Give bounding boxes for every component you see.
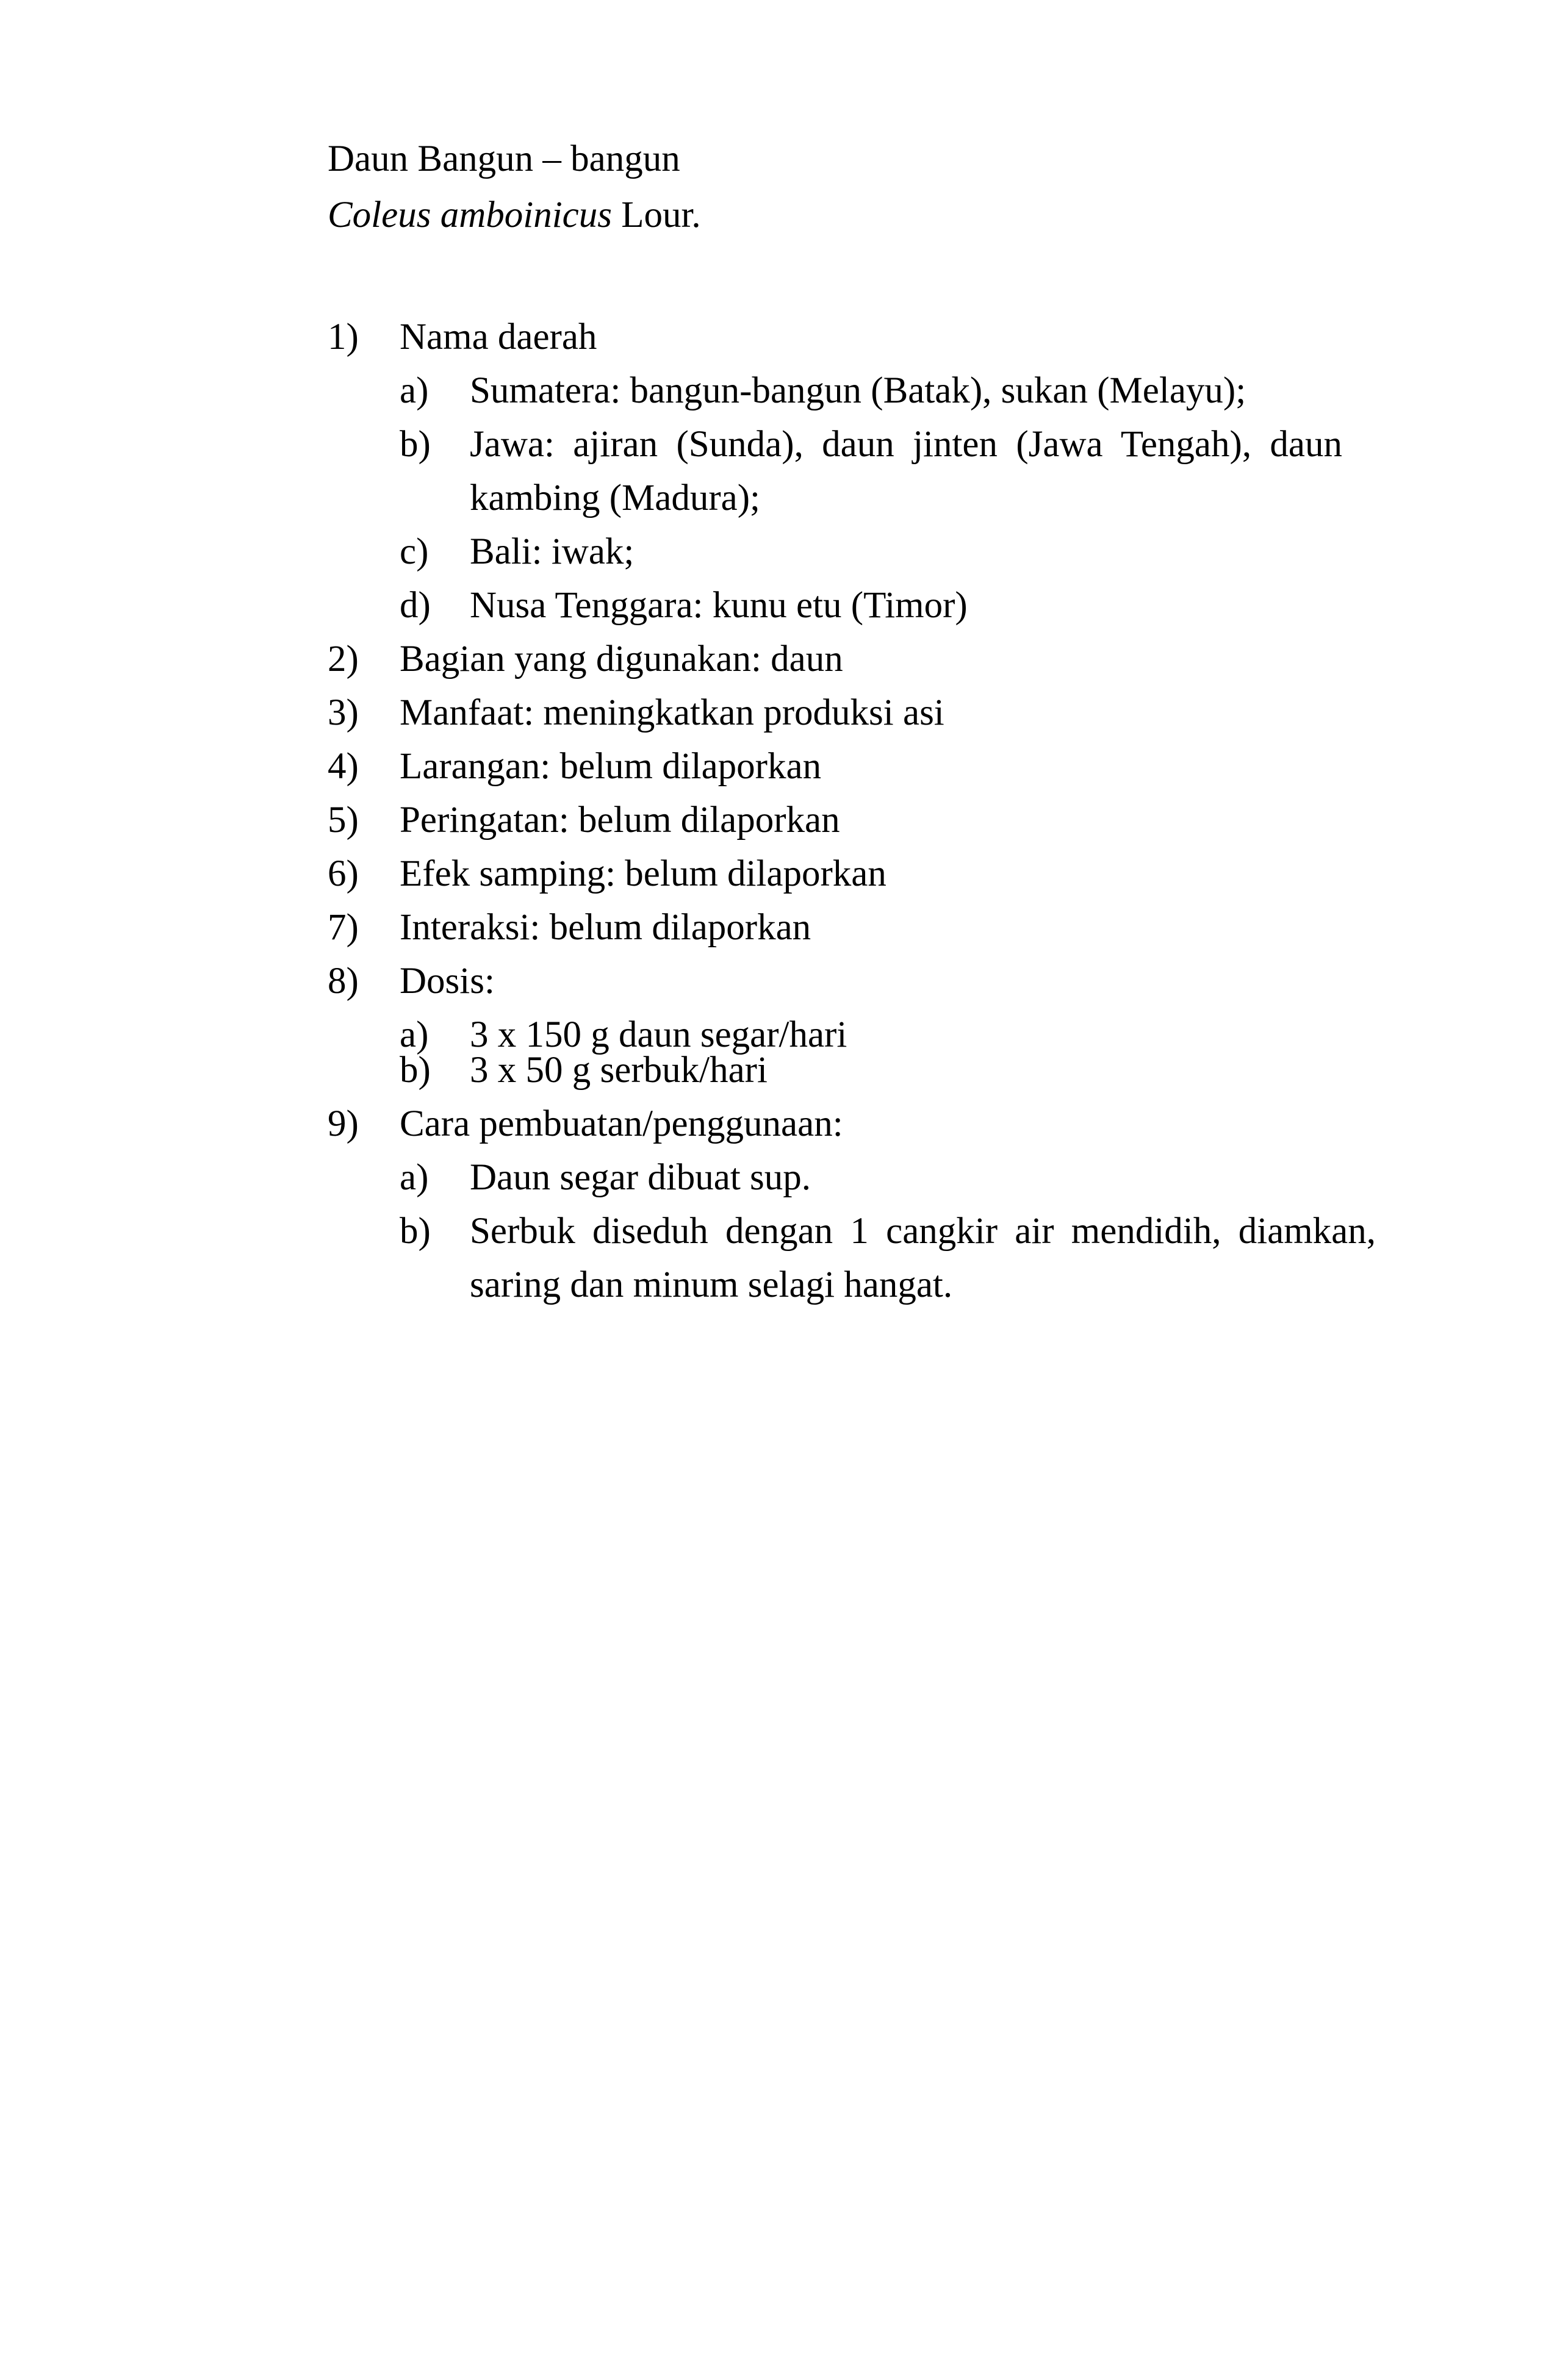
list-item-1 <box>328 310 1342 364</box>
item-text-line: 3 x 150 g daun segar/hari <box>470 1014 847 1055</box>
item-text-line: Sumatera: bangun-bangun (Batak), sukan (Melayu); <box>470 370 1246 411</box>
item-text <box>470 1205 1376 1312</box>
item-text-line: saring dan minum selagi hangat. <box>470 1264 953 1305</box>
species-name-italic: Coleus amboinicus <box>328 195 612 235</box>
list-item-7 <box>328 901 1342 955</box>
item-letter: a) <box>400 370 429 411</box>
sub-item-9b <box>400 1205 1376 1312</box>
item-text-line: Nusa Tenggara: kunu etu (Timor) <box>470 585 968 626</box>
item-letter: b) <box>400 424 431 465</box>
item-text: Larangan: belum dilaporkan <box>400 746 822 787</box>
item-text: Dosis: <box>400 961 495 1002</box>
document-title: Daun Bangun – bangun <box>328 138 680 179</box>
item-text-line: Serbuk diseduh dengan 1 cangkir air mendidih, diamkan, <box>470 1211 1376 1252</box>
sub-item-1c <box>400 525 1342 579</box>
item-text: Interaksi: belum dilaporkan <box>400 907 811 948</box>
list-item-9 <box>328 1097 1342 1151</box>
list-item-8 <box>328 955 1342 1008</box>
sub-item-1b <box>400 418 1342 525</box>
item-letter: a) <box>400 1157 429 1198</box>
item-number: 3) <box>328 692 359 733</box>
item-number: 7) <box>328 907 359 948</box>
sub-item-1a <box>400 364 1342 418</box>
item-text-line: Daun segar dibuat sup. <box>470 1157 811 1198</box>
sub-item-1d <box>400 579 1342 633</box>
item-text <box>470 418 1342 525</box>
item-text <box>470 1151 1342 1205</box>
item-text: Nama daerah <box>400 317 597 357</box>
list-item-6 <box>328 847 1342 901</box>
item-number: 4) <box>328 746 359 787</box>
list-item-2 <box>328 633 1342 686</box>
item-text <box>470 364 1342 418</box>
monograph-list <box>328 310 1376 1312</box>
item-number: 8) <box>328 961 359 1002</box>
item-number: 9) <box>328 1103 359 1144</box>
item-text-line: Jawa: ajiran (Sunda), daun jinten (Jawa Tengah), daun <box>470 424 1342 465</box>
item-letter: c) <box>400 531 429 572</box>
sub-item-9a <box>400 1151 1342 1205</box>
list-item-3 <box>328 686 1342 740</box>
list-item-5 <box>328 794 1342 847</box>
item-number: 5) <box>328 800 359 841</box>
item-letter: d) <box>400 585 431 626</box>
item-text <box>470 1044 1342 1097</box>
list-item-4 <box>328 740 1342 794</box>
item-text <box>470 525 1342 579</box>
species-name <box>328 187 1342 243</box>
item-letter: a) <box>400 1014 429 1055</box>
item-text-line: kambing (Madura); <box>470 478 760 518</box>
item-number: 6) <box>328 853 359 894</box>
item-letter: b) <box>400 1211 431 1252</box>
item-text: Bagian yang digunakan: daun <box>400 639 843 679</box>
item-letter: b) <box>400 1050 431 1091</box>
item-text: Efek samping: belum dilaporkan <box>400 853 886 894</box>
item-text: Peringatan: belum dilaporkan <box>400 800 840 841</box>
document-header <box>328 131 1342 243</box>
item-number: 2) <box>328 639 359 679</box>
item-text-line: 3 x 50 g serbuk/hari <box>470 1050 768 1091</box>
sub-item-8b <box>400 1044 1342 1097</box>
item-text: Manfaat: meningkatkan produksi asi <box>400 692 944 733</box>
item-text: Cara pembuatan/penggunaan: <box>400 1103 843 1144</box>
item-text-line: Bali: iwak; <box>470 531 635 572</box>
item-number: 1) <box>328 317 359 357</box>
item-text <box>470 579 1342 633</box>
document-content <box>328 131 1376 1312</box>
species-name-suffix: Lour. <box>611 195 701 235</box>
